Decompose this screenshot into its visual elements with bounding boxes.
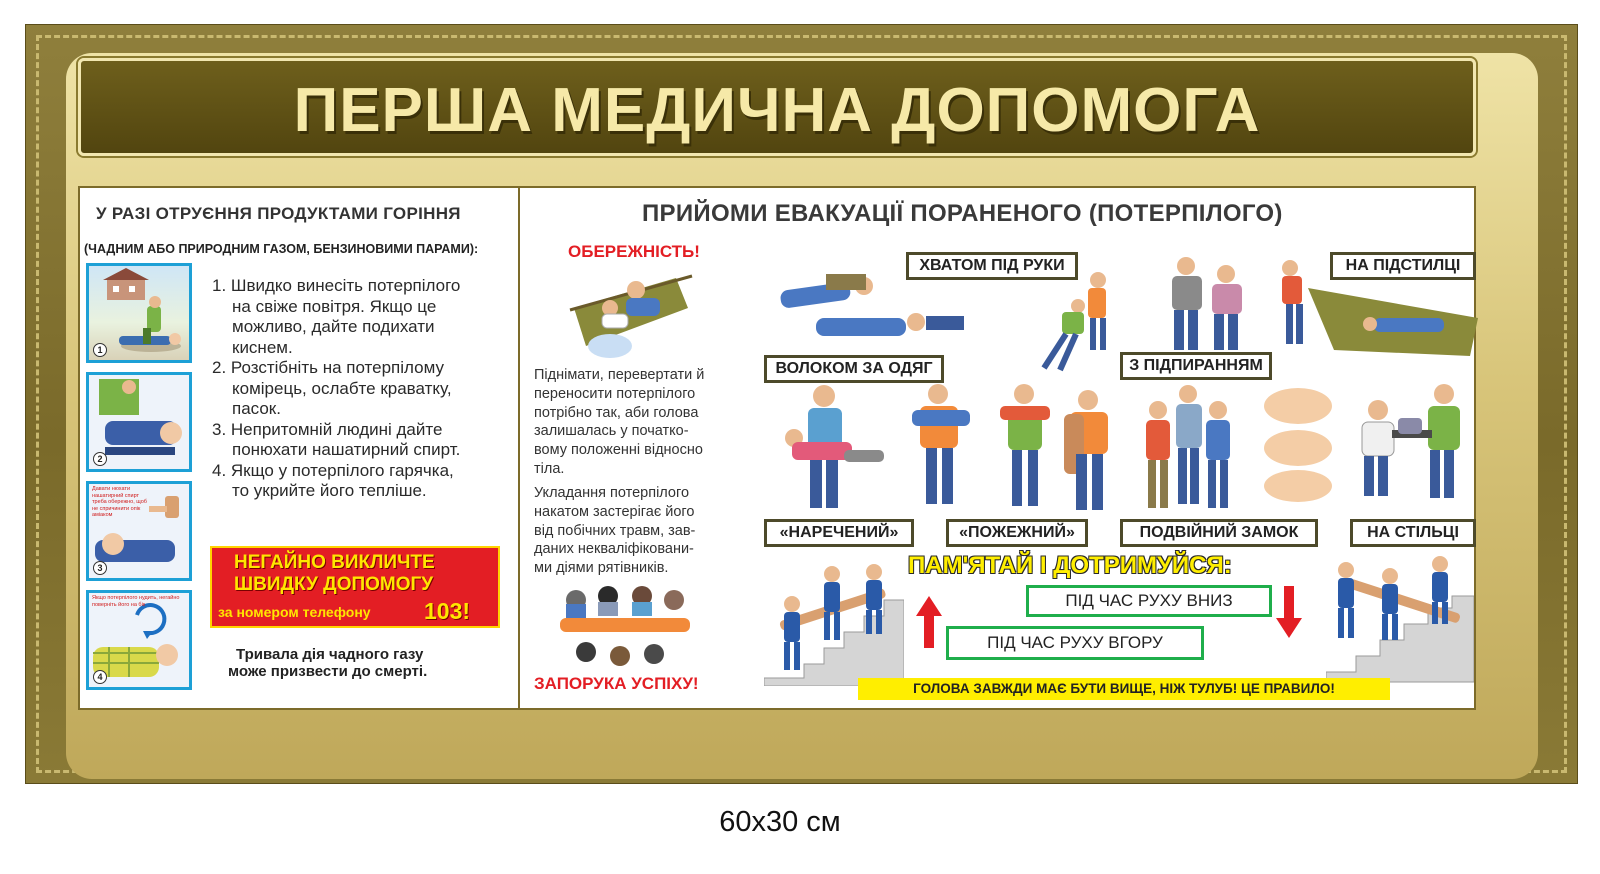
caution-paragraph xyxy=(534,366,704,479)
method-label-blanket: НА ПІДСТИЛЦІ xyxy=(1330,252,1476,280)
call-line-3: за номером телефону xyxy=(218,604,371,620)
page-title: ПЕРША МЕДИЧНА ДОПОМОГА xyxy=(293,76,1261,145)
step-line: 1. Швидко винесіть потерпілого xyxy=(212,276,461,295)
left-subheading: (ЧАДНИМ АБО ПРИРОДНИМ ГАЗОМ, БЕНЗИНОВИМИ ПАРАМИ): xyxy=(84,242,479,256)
drag-by-clothes-illustration xyxy=(776,262,976,354)
rolling-line: від побічних травм, зав- xyxy=(534,522,696,539)
method-label-clothes: ВОЛОКОМ ЗА ОДЯГ xyxy=(764,355,944,383)
caution-line: вому положенні відносно xyxy=(534,442,703,459)
method-label-armpits: ХВАТОМ ПІД РУКИ xyxy=(906,252,1078,280)
caution-line: залишалась у початко- xyxy=(534,423,689,440)
method-label-support: З ПІДПИРАННЯМ xyxy=(1120,352,1272,380)
illustration-card-4 xyxy=(86,590,192,690)
card3-caption: Давати нюхати нашатирний спирт треба обережно, щоб не спричинити опік аміаком xyxy=(92,486,147,518)
illustration-card-1 xyxy=(86,263,192,363)
rolling-line: Укладання потерпілого xyxy=(534,485,690,501)
co-warning-line-1: Тривала дія чадного газу xyxy=(236,646,424,663)
moving-up-label: ПІД ЧАС РУХУ ВГОРУ xyxy=(946,626,1204,660)
step-line: на свіже повітря. Якщо це xyxy=(232,296,437,316)
left-heading: У РАЗІ ОТРУЄННЯ ПРОДУКТАМИ ГОРІННЯ xyxy=(96,204,461,223)
stretcher-roll-illustration xyxy=(566,268,696,360)
illustration-card-3 xyxy=(86,481,192,581)
rolling-paragraph xyxy=(534,484,695,578)
poisoning-steps xyxy=(212,276,460,502)
arrow-down-icon xyxy=(1276,586,1302,638)
remember-title: ПАМ'ЯТАЙ І ДОТРИМУЙСЯ: xyxy=(908,552,1232,579)
blanket-drag-illustration xyxy=(1274,258,1478,356)
call-line-2: ШВИДКУ ДОПОМОГУ xyxy=(234,574,434,595)
step-line: 2. Розстібніть на потерпілому xyxy=(212,358,444,377)
method-label-fire: «ПОЖЕЖНИЙ» xyxy=(946,519,1088,547)
call-ambulance-box xyxy=(210,546,500,628)
illustration-card-2 xyxy=(86,372,192,472)
step-line: пасок. xyxy=(232,399,281,418)
caution-title: ОБЕРЕЖНІСТЬ! xyxy=(568,242,700,261)
card-number-3: 3 xyxy=(93,561,107,575)
method-label-bride: «НАРЕЧЕНИЙ» xyxy=(764,519,914,547)
emergency-number: 103! xyxy=(424,598,471,624)
size-caption: 60х30 см xyxy=(719,806,841,838)
card4-caption: Якщо потерпілого нудить, негайно поверніть його на бік xyxy=(92,595,180,608)
fireman-carry-illustration-b xyxy=(990,382,1060,510)
head-rule-banner: ГОЛОВА ЗАВЖДИ МАЄ БУТИ ВИЩЕ, НІЖ ТУЛУБ! ЦЕ ПРАВИЛО! xyxy=(858,678,1390,700)
panel-divider xyxy=(518,188,520,708)
step-line: 4. Якщо у потерпілого гарячка, xyxy=(212,460,454,480)
team-lift-illustration xyxy=(550,586,700,670)
step-line: понюхати нашатирний спирт. xyxy=(232,440,461,459)
caution-line: тіла. xyxy=(534,460,565,477)
armpit-carry-illustration xyxy=(1036,272,1116,372)
arrow-up-icon xyxy=(916,596,942,648)
method-label-double-lock: ПОДВІЙНИЙ ЗАМОК xyxy=(1120,519,1318,547)
double-lock-illustration xyxy=(1138,380,1238,512)
co-warning-line-2: може призвести до смерті. xyxy=(228,663,428,680)
right-heading: ПРИЙОМИ ЕВАКУАЦІЇ ПОРАНЕНОГО (ПОТЕРПІЛОГО) xyxy=(642,200,1283,227)
rolling-line: даних некваліфіковани- xyxy=(534,541,694,558)
success-title: ЗАПОРУКА УСПІХУ! xyxy=(534,674,699,693)
rolling-line: накатом застерігає його xyxy=(534,503,695,520)
card-number-1: 1 xyxy=(93,343,107,357)
chair-carry-illustration xyxy=(1348,380,1472,504)
step-line: 3. Непритомній людині дайте xyxy=(212,419,443,439)
hand-lock-illustration xyxy=(1254,384,1344,504)
bride-carry-illustration xyxy=(778,382,888,512)
caution-line: потрібно так, аби голова xyxy=(534,404,699,421)
fireman-carry-illustration-c xyxy=(1058,388,1124,514)
card-number-4: 4 xyxy=(93,670,107,684)
moving-down-label: ПІД ЧАС РУХУ ВНИЗ xyxy=(1026,585,1272,617)
step-line: комірець, ослабте краватку, xyxy=(232,378,452,398)
step-line: киснем. xyxy=(232,337,293,357)
caution-line: переносити потерпілого xyxy=(534,385,696,402)
stairs-up-illustration xyxy=(764,560,904,686)
step-line: можливо, дайте подихати xyxy=(232,317,435,336)
rolling-line: ми діями рятівників. xyxy=(534,560,669,577)
step-line: то укрийте його тепліше. xyxy=(232,481,427,500)
support-walk-illustration xyxy=(1156,256,1266,352)
stairs-down-illustration xyxy=(1326,556,1474,686)
title-banner xyxy=(78,58,1476,156)
method-label-chair: НА СТІЛЬЦІ xyxy=(1350,519,1476,547)
call-line-1: НЕГАЙНО ВИКЛИЧТЕ xyxy=(234,552,435,573)
card-number-2: 2 xyxy=(93,452,107,466)
caution-line: Піднімати, перевертати й xyxy=(534,367,705,383)
fireman-carry-illustration-a xyxy=(898,380,978,510)
